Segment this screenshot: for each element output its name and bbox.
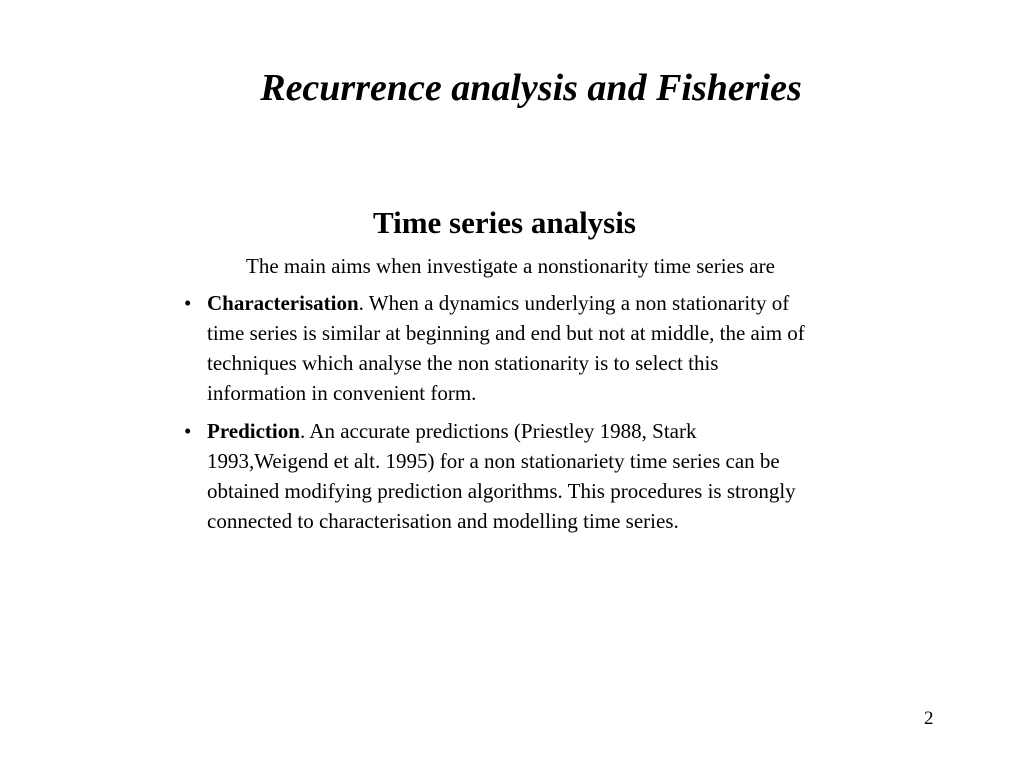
bullet-line: techniques which analyse the non stationarity is to select this <box>207 351 719 375</box>
bullet-text: . When a dynamics underlying a non stationarity of <box>358 291 790 315</box>
bullet-line: information in convenient form. <box>207 381 477 405</box>
bullet-item-prediction <box>184 416 954 536</box>
intro-text: The main aims when investigate a nonstionarity time series are <box>246 254 775 278</box>
bullet-term: Characterisation <box>207 291 359 315</box>
bullet-text: . An accurate predictions (Priestley 1988, Stark <box>299 419 697 443</box>
bullet-line: 1993,Weigend et alt. 1995) for a non stationariety time series can be <box>207 449 780 473</box>
bullet-list <box>184 288 954 544</box>
page-number: 2 <box>924 708 934 729</box>
bullet-line: time series is similar at beginning and end but not at middle, the aim of <box>207 321 805 345</box>
bullet-item-characterisation <box>184 288 954 408</box>
bullet-icon: • <box>184 291 192 315</box>
section-heading: Time series analysis <box>373 205 636 240</box>
bullet-line: connected to characterisation and modelling time series. <box>207 509 679 533</box>
slide-title: Recurrence analysis and Fisheries <box>260 67 802 109</box>
bullet-line <box>207 416 954 446</box>
bullet-line <box>207 288 954 318</box>
bullet-icon: • <box>184 419 192 443</box>
bullet-line: obtained modifying prediction algorithms. This procedures is strongly <box>207 479 796 503</box>
bullet-term: Prediction <box>207 419 300 443</box>
